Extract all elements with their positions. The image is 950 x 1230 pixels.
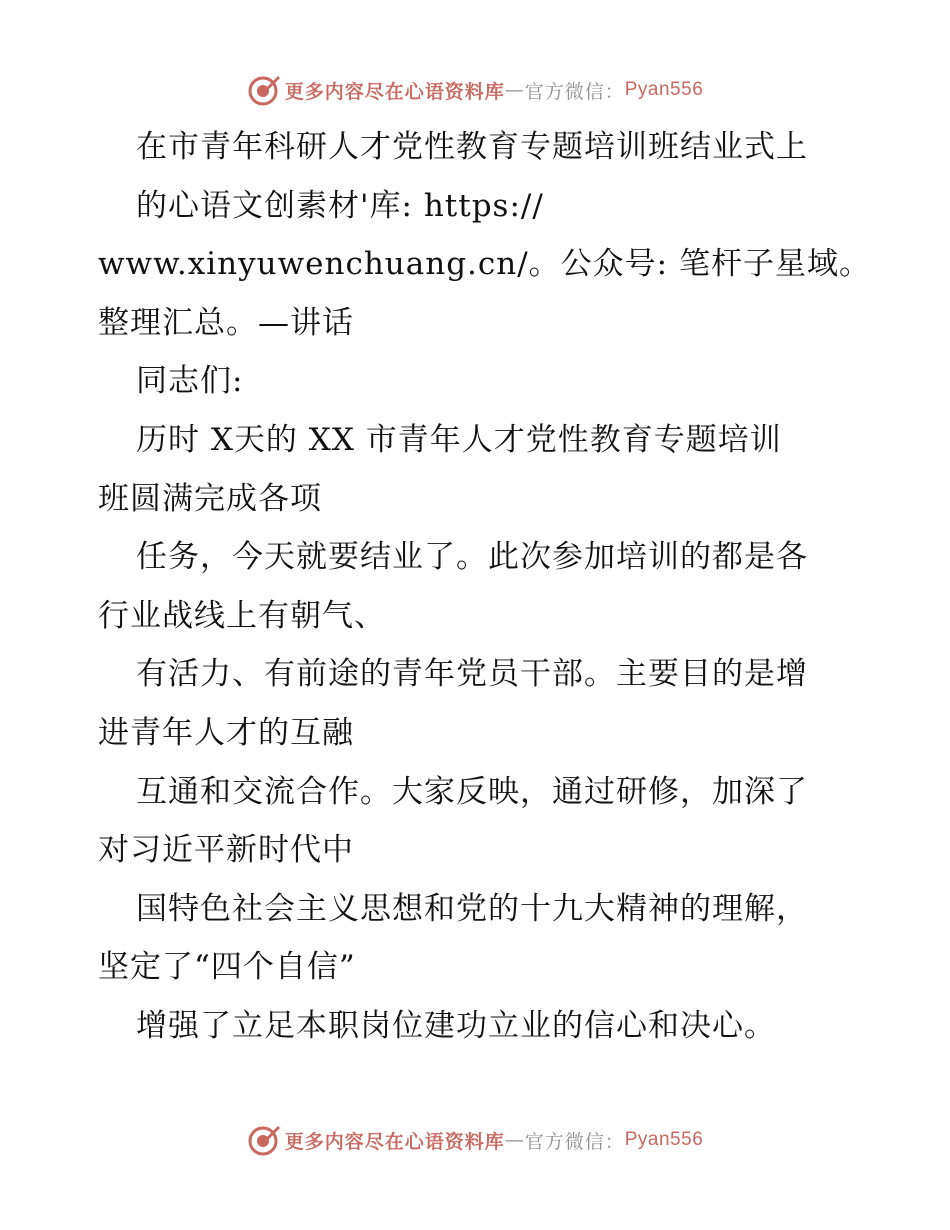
banner-wechat-id: Pyan556 bbox=[624, 1129, 704, 1150]
banner-dash: — bbox=[504, 1129, 525, 1151]
body-line: 互通和交流合作。大家反映，通过研修，加深了 bbox=[136, 773, 808, 810]
title-line-3: www.xinyuwenchuang.cn/。公众号: 笔杆子星域。 bbox=[98, 246, 871, 283]
pen-logo-icon bbox=[247, 73, 281, 107]
header-banner bbox=[0, 70, 950, 110]
title-line-2: 的心语文创素材'库: https:// bbox=[136, 187, 544, 224]
banner-wechat-label: 官方微信： bbox=[524, 1130, 625, 1153]
banner-wechat-label: 官方微信： bbox=[524, 80, 625, 103]
body-line: 有活力、有前途的青年党员干部。主要目的是增 bbox=[136, 656, 808, 693]
body-line: 进青年人才的互融 bbox=[98, 714, 354, 751]
title-line-4: 整理汇总。—讲话 bbox=[98, 304, 354, 341]
body-line: 历时 X天的 XX 市青年人才党性教育专题培训 bbox=[136, 421, 782, 458]
body-line: 班圆满完成各项 bbox=[98, 480, 322, 517]
body-line: 任务，今天就要结业了。此次参加培训的都是各 bbox=[136, 539, 808, 576]
body-line: 增强了立足本职岗位建功立业的信心和决心。 bbox=[136, 1007, 776, 1044]
body-line: 坚定了“四个自信” bbox=[98, 949, 356, 986]
document-body bbox=[98, 124, 871, 1062]
pen-logo-icon bbox=[247, 1123, 281, 1157]
body-line: 国特色社会主义思想和党的十九大精神的理解， bbox=[136, 890, 808, 927]
salutation: 同志们: bbox=[136, 363, 244, 400]
banner-slogan: 更多内容尽在心语资料库 bbox=[284, 80, 505, 103]
banner-dash: — bbox=[504, 79, 525, 101]
footer-banner bbox=[0, 1120, 950, 1160]
title-line-1: 在市青年科研人才党性教育专题培训班结业式上 bbox=[136, 129, 808, 165]
body-line: 行业战线上有朝气、 bbox=[98, 597, 386, 634]
banner-wechat-id: Pyan556 bbox=[624, 79, 704, 100]
banner-slogan: 更多内容尽在心语资料库 bbox=[284, 1130, 505, 1153]
body-line: 对习近平新时代中 bbox=[98, 832, 354, 869]
